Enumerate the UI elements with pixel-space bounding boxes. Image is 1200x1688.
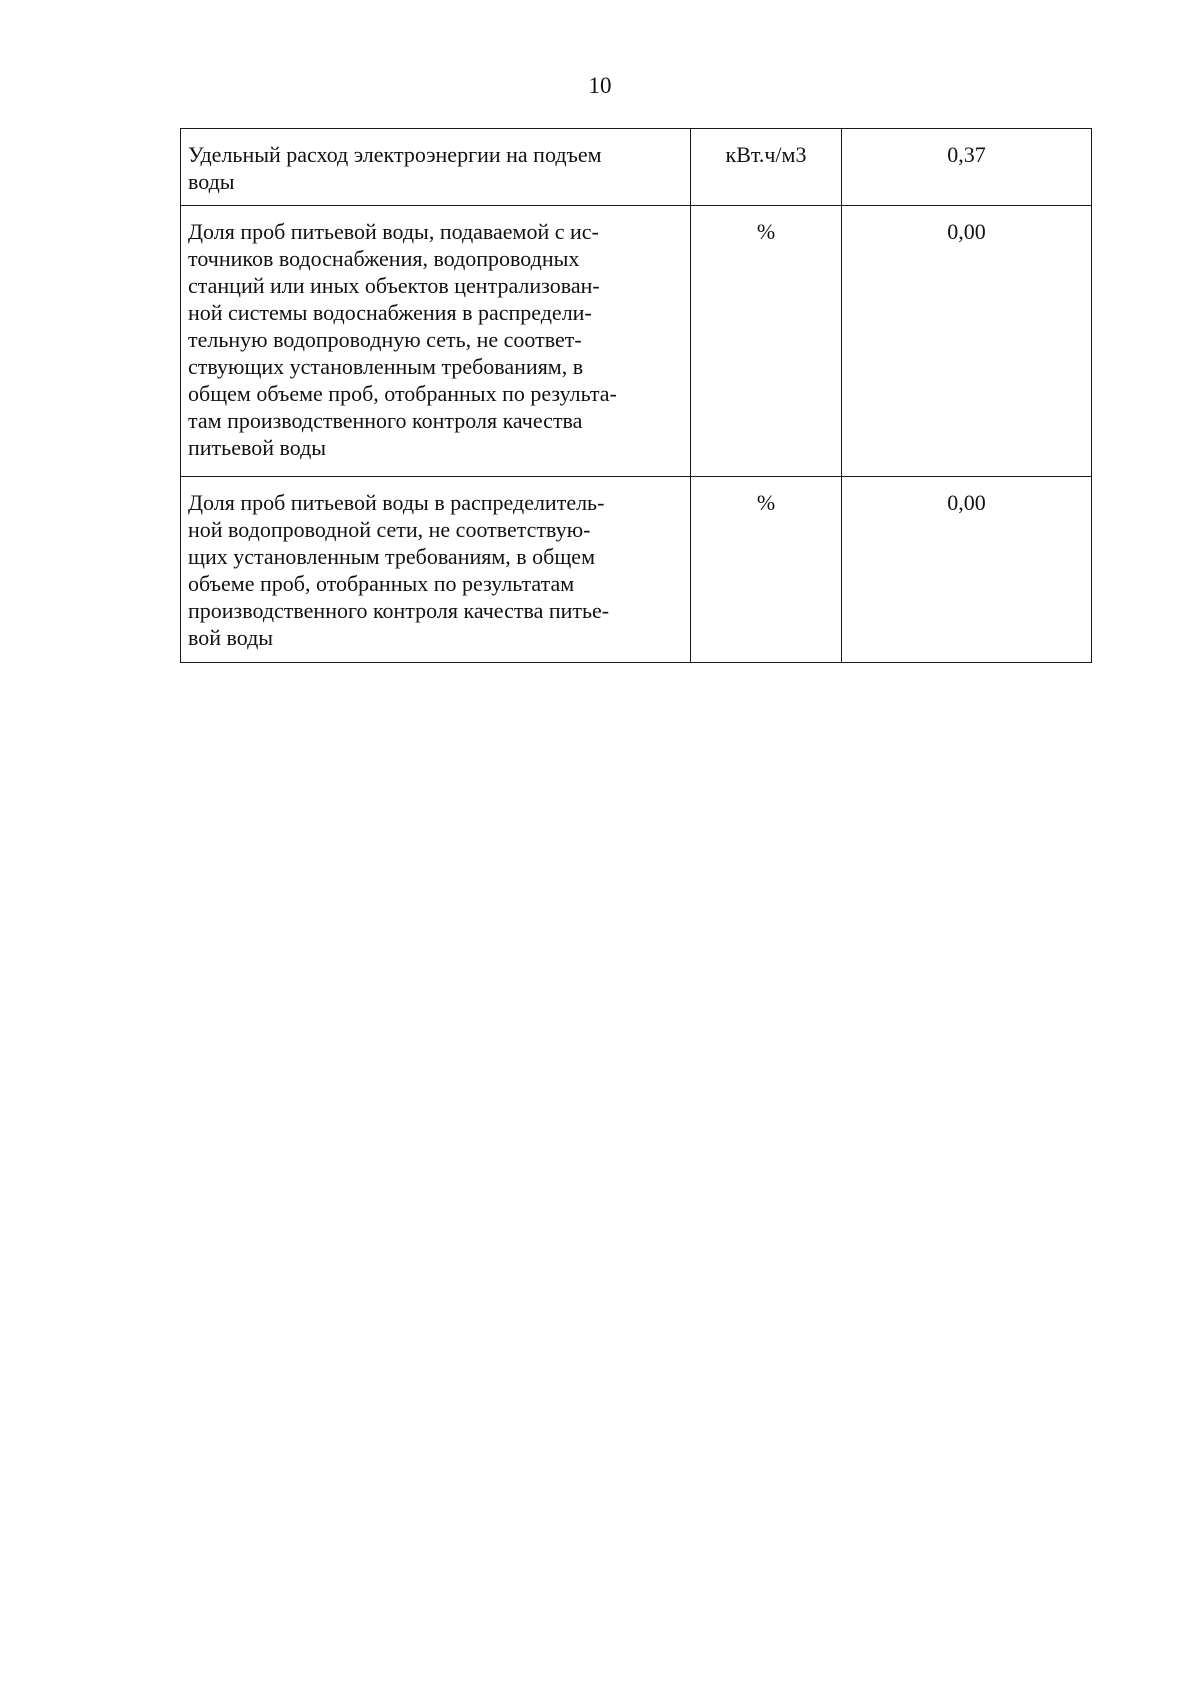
value-cell: 0,00 [842,477,1092,663]
indicator-name-line: общем объеме проб, отобранных по результа- [188,381,617,406]
indicator-name-line: ствующих установленным требованиям, в [188,354,584,379]
indicator-name-line: щих установленным требованиям, в общем [188,544,595,569]
indicator-name-line: там производственного контроля качества [188,408,583,433]
indicator-name-line: Доля проб питьевой воды, подаваемой с ис- [188,219,599,244]
indicator-name-line: объеме проб, отобранных по результатам [188,571,575,596]
indicator-name-line: производственного контроля качества питье- [188,598,610,623]
indicator-name-line: точников водоснабжения, водопроводных [188,246,580,271]
indicator-name-line: Удельный расход электроэнергии на подъем [188,142,602,167]
indicators-table [180,128,1092,663]
indicator-name-cell [181,206,691,477]
value-cell: 0,37 [842,129,1092,206]
table-row [181,477,1092,663]
table-row [181,206,1092,477]
indicator-name-line: станций или иных объектов централизован- [188,273,600,298]
table-row [181,129,1092,206]
value-cell: 0,00 [842,206,1092,477]
indicator-name-line: тельную водопроводную сеть, не соответ- [188,327,582,352]
indicator-name-line: воды [188,169,235,194]
indicator-name-line: ной системы водоснабжения в распредели- [188,300,592,325]
unit-cell: % [691,477,842,663]
indicator-name-cell [181,129,691,206]
indicator-name-line: питьевой воды [188,435,327,460]
page-number: 10 [588,73,612,98]
indicator-name-line: вой воды [188,625,274,650]
unit-cell: % [691,206,842,477]
indicator-name-line: Доля проб питьевой воды в распределитель- [188,490,605,515]
unit-cell: кВт.ч/м3 [691,129,842,206]
indicator-name-cell [181,477,691,663]
indicator-name-line: ной водопроводной сети, не соответствую- [188,517,591,542]
